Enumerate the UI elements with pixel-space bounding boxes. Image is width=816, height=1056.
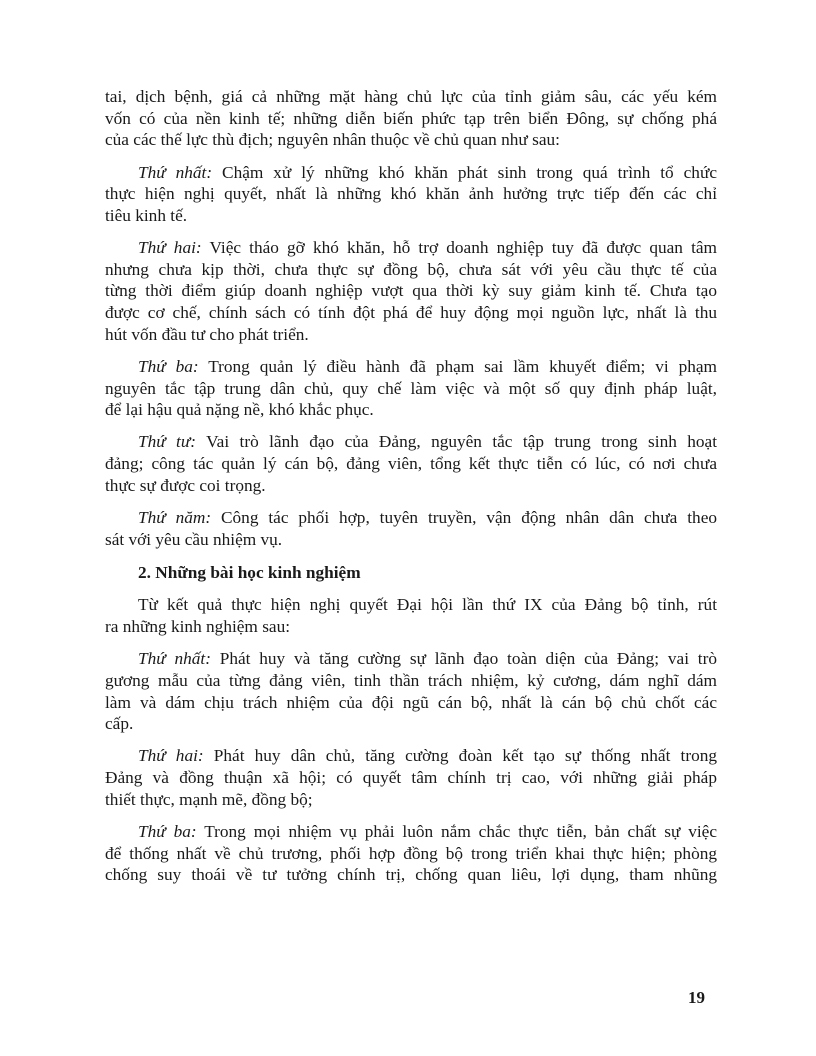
line-text: để thống nhất về chủ trương, phối hợp đồng bộ trong triển khai thực hiện; phòng [105,843,717,863]
text-line [105,356,717,378]
paragraph [105,648,717,735]
paragraph-lead: Thứ ba: [138,356,199,376]
text-line [105,431,717,453]
paragraph [105,86,717,151]
line-text: Vai trò lãnh đạo của Đảng, nguyên tắc tập trung trong sinh hoạt [196,432,717,452]
paragraph [105,507,717,550]
paragraph [105,431,717,496]
text-line [105,745,717,767]
text-line [105,692,717,714]
line-text: Phát huy dân chủ, tăng cường đoàn kết tạo sự thống nhất trong [203,746,717,766]
paragraph [105,594,717,637]
line-text: Trong mọi nhiệm vụ phải luôn nắm chắc thực tiễn, bản chất sự việc [196,821,717,841]
text-line [105,183,717,205]
text-line [105,378,717,400]
line-text: của các thế lực thù địch; nguyên nhân thuộc về chủ quan như sau: [105,130,560,150]
paragraph-lead: Thứ tư: [138,432,197,452]
paragraph [105,745,717,810]
line-text: Chậm xử lý những khó khăn phát sinh trong quá trình tổ chức [212,162,717,182]
text-line [105,399,717,421]
line-text: nguyên tắc tập trung dân chủ, quy chế làm việc và một số quy định pháp luật, [105,378,717,398]
paragraph-lead: Thứ hai: [138,238,202,257]
paragraph-lead: Thứ nhất: [138,162,213,182]
text-line [105,843,717,865]
text-line [105,453,717,475]
line-text: đảng; công tác quản lý cán bộ, đảng viên, tổng kết thực tiễn có lúc, có nơi chưa [105,454,717,474]
text-line [105,259,717,281]
line-text: nhưng chưa kịp thời, chưa thực sự đồng bộ, chưa sát với yêu cầu thực tế của [105,259,717,279]
paragraph-lead: Thứ ba: [138,821,197,841]
paragraph-lead: Thứ hai: [138,746,204,766]
line-text: gương mẫu của từng đảng viên, tinh thần trách nhiệm, kỷ cương, dám nghĩ dám [105,670,717,690]
text-line [105,162,717,184]
text-line [105,670,717,692]
section-heading: 2. Những bài học kinh nghiệm [138,563,361,583]
line-text: từng thời điểm giúp doanh nghiệp vượt qua thời kỳ suy giảm kinh tế. Chưa tạo [105,281,717,301]
text-line [105,648,717,670]
text-line [105,507,717,529]
text-line [105,821,717,843]
line-text: vốn có của nền kinh tế; những diễn biến phức tạp trên biển Đông, sự chống phá [105,108,717,128]
line-text: hút vốn đầu tư cho phát triển. [105,324,309,344]
page-number: 19 [688,988,705,1007]
page-body [105,86,717,886]
line-text: ra những kinh nghiệm sau: [105,617,291,637]
paragraph-lead: Thứ năm: [138,507,212,527]
text-line [105,594,717,616]
text-line [105,237,717,259]
line-text: chống suy thoái về tư tưởng chính trị, chống quan liêu, lợi dụng, tham nhũng [105,865,717,885]
text-line [105,205,717,227]
paragraph [105,237,717,346]
paragraph-lead: Thứ nhất: [138,649,211,669]
text-line [105,767,717,789]
text-line [105,789,717,811]
line-text: Việc tháo gỡ khó khăn, hỗ trợ doanh nghiệp tuy đã được quan tâm [201,238,717,257]
line-text: Phát huy và tăng cường sự lãnh đạo toàn diện của Đảng; vai trò [210,649,717,669]
line-text: Từ kết quả thực hiện nghị quyết Đại hội lần thứ IX của Đảng bộ tỉnh, rút [138,595,717,615]
line-text: để lại hậu quả nặng nề, khó khắc phục. [105,400,374,420]
line-text: thực hiện nghị quyết, nhất là những khó khăn ảnh hưởng trực tiếp đến các chỉ [105,184,717,204]
paragraph [105,162,717,227]
text-line [105,129,717,151]
text-line [105,616,717,638]
text-line [105,280,717,302]
line-text: tai, dịch bệnh, giá cả những mặt hàng chủ lực của tỉnh giảm sâu, các yếu kém [105,87,717,106]
line-text: Trong quản lý điều hành đã phạm sai lầm khuyết điểm; vi phạm [198,356,717,376]
line-text: thực sự được coi trọng. [105,475,266,495]
line-text: làm và dám chịu trách nhiệm của đội ngũ cán bộ, nhất là cán bộ chủ chốt các [105,692,717,712]
text-line [105,475,717,497]
line-text: thiết thực, mạnh mẽ, đồng bộ; [105,789,313,809]
line-text: Đảng và đồng thuận xã hội; có quyết tâm chính trị cao, với những giải pháp [105,768,717,788]
paragraph [105,356,717,421]
line-text: tiêu kinh tế. [105,205,188,225]
line-text: Công tác phối hợp, tuyên truyền, vận động nhân dân chưa theo [211,507,718,527]
line-text: sát với yêu cầu nhiệm vụ. [105,529,283,549]
text-line [105,864,717,886]
line-text: được cơ chế, chính sách có tính đột phá để huy động mọi nguồn lực, nhất là thu [105,303,717,323]
paragraph [105,821,717,886]
line-text: cấp. [105,714,134,734]
text-line [105,713,717,735]
text-line [105,324,717,346]
text-line [105,86,717,108]
text-line [105,302,717,324]
text-line [105,529,717,551]
text-line [105,108,717,130]
